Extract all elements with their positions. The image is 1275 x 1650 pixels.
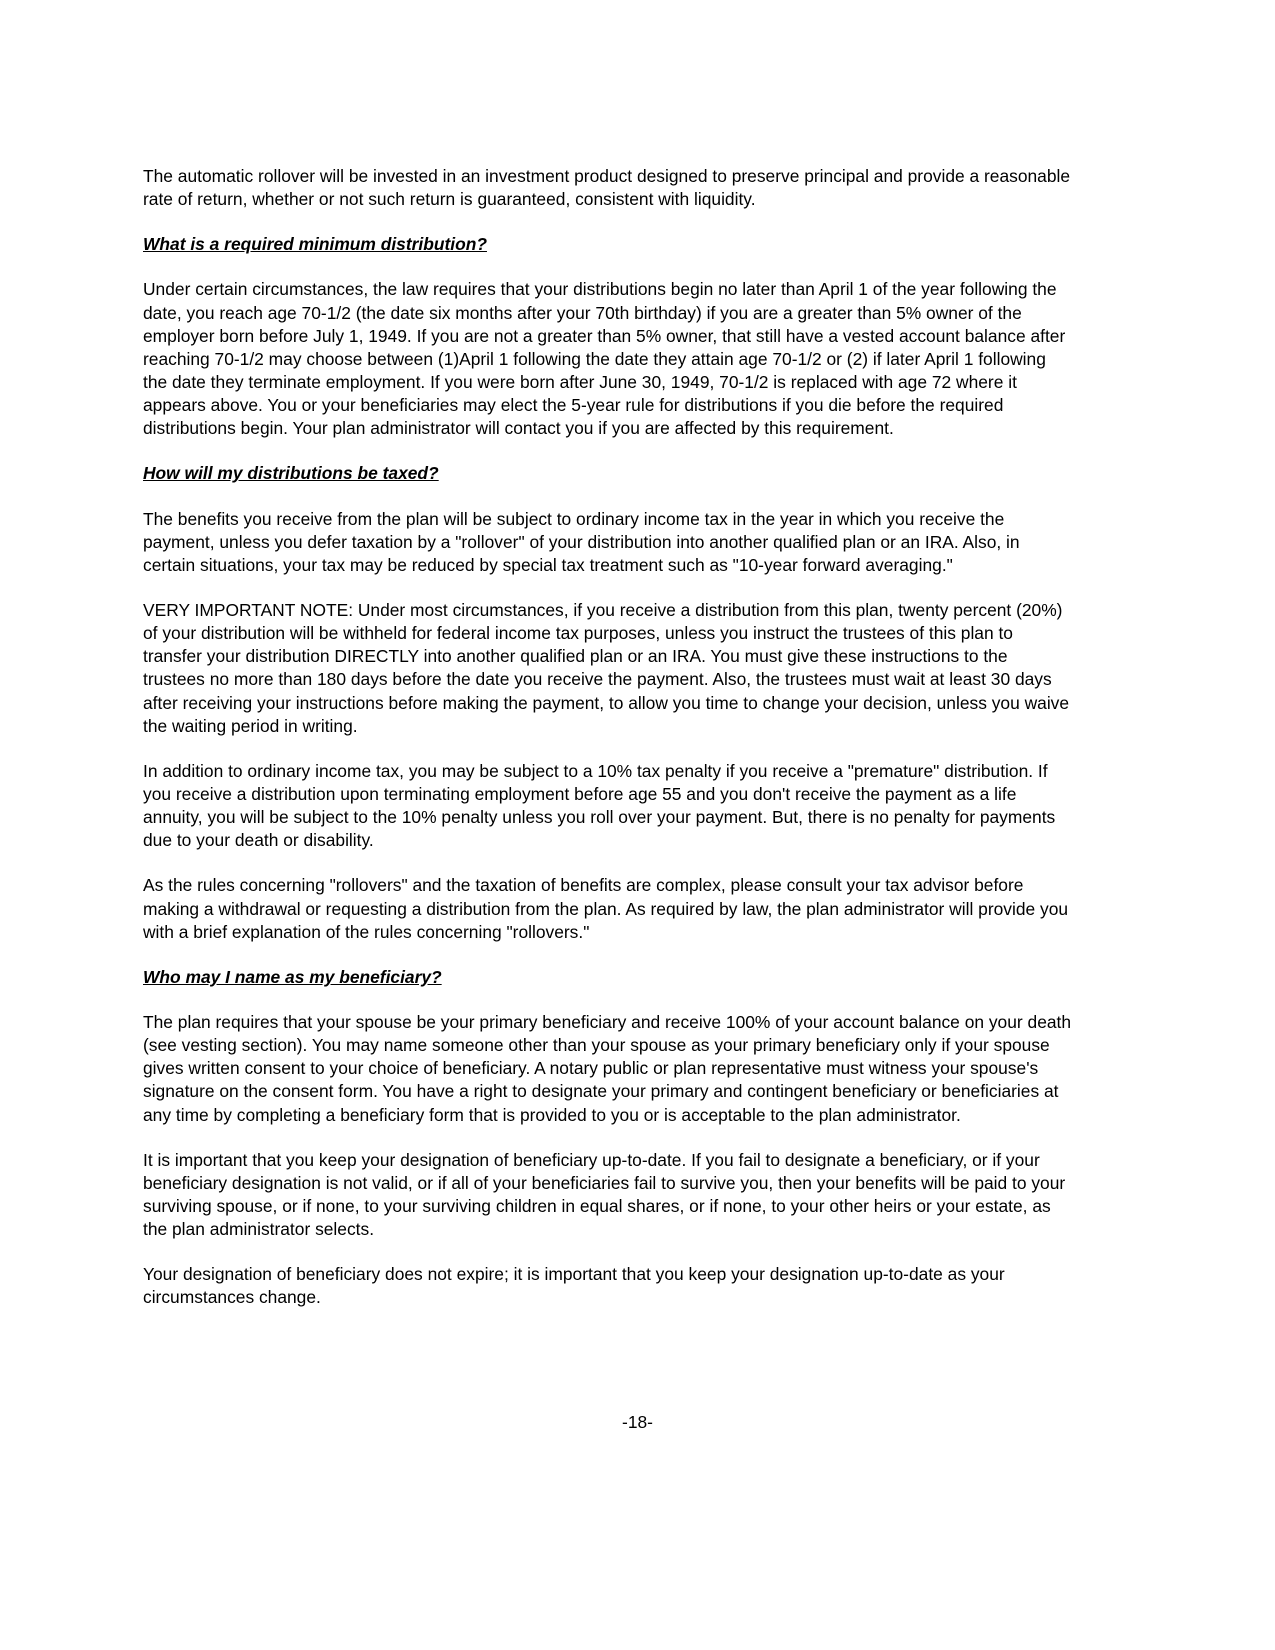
paragraph-keep-designation-up-to-date: It is important that you keep your designation of beneficiary up-to-date. If you fail to designate a beneficiary, or if your beneficiary designation is not valid, or if all of your beneficiaries fail to survive you, then your benefits will be paid to your surviving spouse, or if none, to your surviving children in equal shares, or if none, to your other heirs or your estate, as the plan administrator selects. (143, 1149, 1066, 1240)
paragraph-required-minimum-distribution: Under certain circumstances, the law requires that your distributions begin no later than April 1 of the year following the date, you reach age 70-1/2 (the date six months after your 70th birthday) if you are a greater than 5% owner of the employer born before July 1, 1949. If you are not a greater than 5% owner, that still have a vested account balance after reaching 70-1/2 may choose between (1)April 1 following the date they attain age 70-1/2 or (2) if later April 1 following the date they terminate employment. If you were born after June 30, 1949, 70-1/2 is replaced with age 72 where it appears above. You or your beneficiaries may elect the 5-year rule for distributions if you die before the required distributions begin. Your plan administrator will contact you if you are affected by this requirement. (143, 279, 1066, 439)
heading-required-minimum-distribution: What is a required minimum distribution? (143, 234, 487, 255)
heading-how-distributions-taxed: How will my distributions be taxed? (143, 463, 439, 484)
page-number-footer: -18- (622, 1412, 653, 1432)
paragraph-automatic-rollover: The automatic rollover will be invested in an investment product designed to preserve principal and provide a reasonable rate of return, whether or not such return is guaranteed, consistent with liquidity. (143, 166, 1071, 210)
paragraph-very-important-note: VERY IMPORTANT NOTE: Under most circumstances, if you receive a distribution from this plan, twenty percent (20%) of your distribution will be withheld for federal income tax purposes, unless you instruct the trustees of this plan to transfer your distribution DIRECTLY into another qualified plan or an IRA. You must give these instructions to the trustees no more than 180 days before the date you receive the payment. Also, the trustees must wait at least 30 days after receiving your instructions before making the payment, to allow you time to change your decision, unless you waive the waiting period in writing. (143, 599, 1070, 736)
paragraph-consult-tax-advisor: As the rules concerning "rollovers" and the taxation of benefits are complex, please consult your tax advisor before making a withdrawal or requesting a distribution from the plan. As required by law, the plan administrator will provide you with a brief explanation of the rules concerning "rollovers." (143, 875, 1069, 942)
heading-name-beneficiary: Who may I name as my beneficiary? (143, 966, 442, 987)
paragraph-designation-does-not-expire: Your designation of beneficiary does not expire; it is important that you keep your designation up-to-date as your circumstances change. (143, 1264, 1005, 1308)
paragraph-premature-distribution-penalty: In addition to ordinary income tax, you may be subject to a 10% tax penalty if you receive a "premature" distribution. If you receive a distribution upon terminating employment before age 55 and you don't receive the payment as a life annuity, you will be subject to the 10% penalty unless you roll over your payment. But, there is no penalty for payments due to your death or disability. (143, 760, 1056, 851)
paragraph-benefits-ordinary-income-tax: The benefits you receive from the plan will be subject to ordinary income tax in the year in which you receive the payment, unless you defer taxation by a "rollover" of your distribution into another qualified plan or an IRA. Also, in certain situations, your tax may be reduced by special tax treatment such as "10-year forward averaging." (143, 508, 1020, 575)
paragraph-spouse-primary-beneficiary: The plan requires that your spouse be your primary beneficiary and receive 100% of your account balance on your death (see vesting section). You may name someone other than your spouse as your primary beneficiary only if your spouse gives written consent to your choice of beneficiary. A notary public or plan representative must witness your spouse's signature on the consent form. You have a right to designate your primary and contingent beneficiary or beneficiaries at any time by completing a beneficiary form that is provided to you or is acceptable to the plan administrator. (143, 1011, 1072, 1125)
